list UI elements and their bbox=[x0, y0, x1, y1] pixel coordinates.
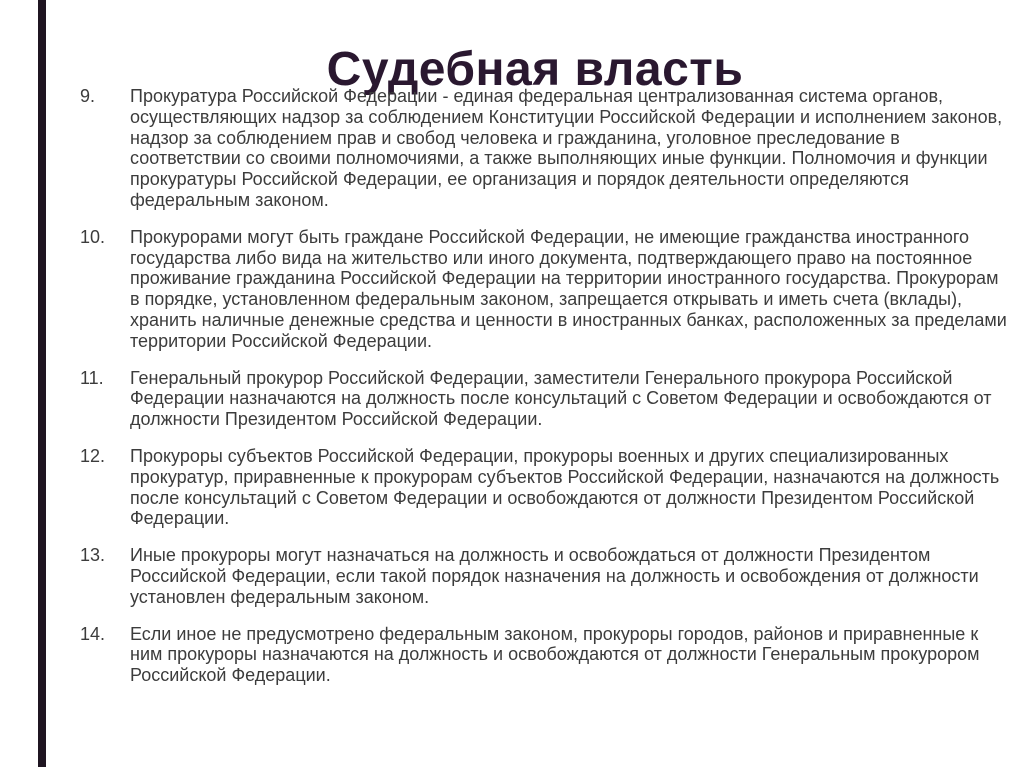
list-item bbox=[80, 227, 1010, 352]
item-number: 10. bbox=[80, 226, 106, 247]
item-number: 13. bbox=[80, 545, 106, 566]
list-item bbox=[80, 624, 1010, 686]
list-item bbox=[80, 446, 1010, 529]
item-text: Генеральный прокурор Российской Федерации, заместители Генерального прокурора Российской Федерации назначаются на должность после консультаций с Советом Федерации и освобождаются от должности Президентом Российской Федерации. bbox=[130, 367, 992, 430]
item-number: 11. bbox=[80, 367, 104, 388]
item-number: 9. bbox=[80, 86, 96, 106]
item-text: Иные прокуроры могут назначаться на должность и освобождаться от должности Президентом Российской Федерации, если такой порядок назначения на должность и освобождения от должности установлен федеральным законом. bbox=[130, 545, 979, 607]
numbered-list bbox=[80, 86, 1010, 702]
item-number: 14. bbox=[80, 623, 106, 644]
slide-title: Судебная власть bbox=[326, 43, 744, 97]
item-number: 12. bbox=[80, 445, 106, 466]
list-item bbox=[80, 86, 1010, 211]
list-item bbox=[80, 368, 1010, 430]
item-text: Прокуроры субъектов Российской Федерации, прокуроры военных и других специализированных прокуратур, приравненные к прокурорам субъектов Российской Федерации, назначаются на должность после консультаций с Советом Федерации и освобождаются от должности Президентом Российской Федерации. bbox=[130, 445, 1000, 529]
item-text: Прокурорами могут быть граждане Российской Федерации, не имеющие гражданства иностранного государства либо вида на жительство или иного документа, подтверждающего право на постоянное проживание гражданина Российской Федерации на территории иностранного государства. Прокурорам в порядке, установленном федеральным законом, запрещается открывать и иметь счета (вклады), хранить наличные денежные средства и ценности в иностранных банках, расположенных за пределами территории Российской Федерации. bbox=[130, 226, 1007, 351]
list-item bbox=[80, 545, 1010, 607]
item-text: Если иное не предусмотрено федеральным законом, прокуроры городов, районов и приравненные к ним прокуроры назначаются на должность и освобождаются от должности Генеральным прокурором Российской Федерации. bbox=[130, 623, 980, 686]
left-accent-bar bbox=[38, 0, 46, 767]
item-text: Прокуратура Российской Федерации - единая федеральная централизованная система органов, осуществляющих надзор за соблюдением Конституции Российской Федерации и исполнением законов, надзор за соблюдением прав и свобод человека и гражданина, уголовное преследование в соответствии со своими полномочиями, а также выполняющих иные функции. Полномочия и функции прокуратуры Российской Федерации, ее организация и порядок деятельности определяются федеральным законом. bbox=[130, 86, 1003, 210]
